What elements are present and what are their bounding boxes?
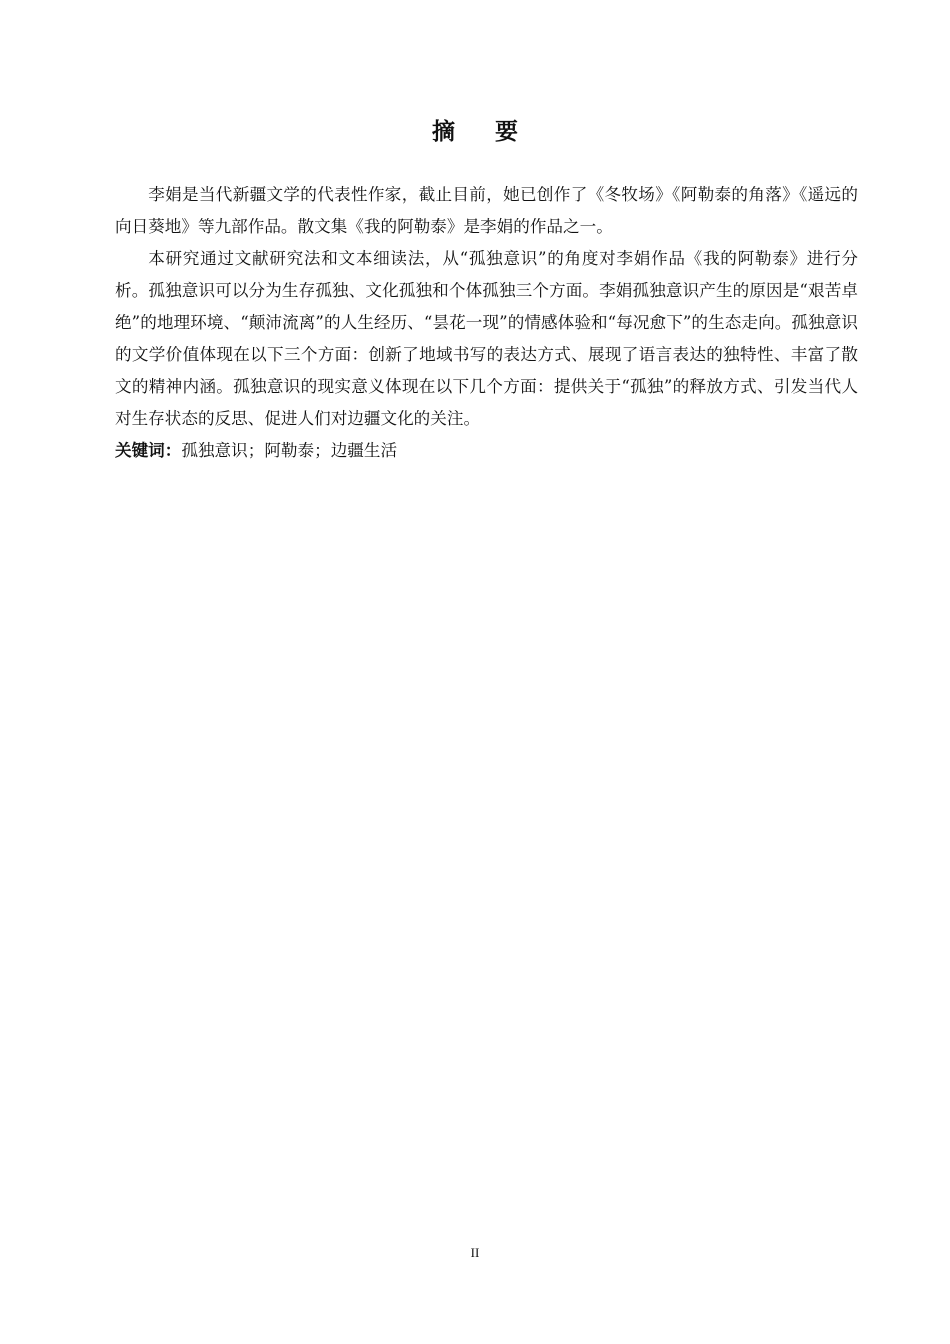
abstract-paragraph-1: 李娟是当代新疆文学的代表性作家，截止目前，她已创作了《冬牧场》《阿勒泰的角落》《遥远的向日葵地》等九部作品。散文集《我的阿勒泰》是李娟的作品之一。 xyxy=(115,185,858,236)
keywords-label: 关键词： xyxy=(115,441,182,460)
page-number: II xyxy=(470,1245,480,1260)
abstract-paragraph-2: 本研究通过文献研究法和文本细读法，从“孤独意识”的角度对李娟作品《我的阿勒泰》进行分析。孤独意识可以分为生存孤独、文化孤独和个体孤独三个方面。李娟孤独意识产生的原因是“艰苦卓绝”的地理环境、“颠沛流离”的人生经历、“昙花一现”的情感体验和“每况愈下”的生态走向。孤独意识的文学价值体现在以下三个方面：创新了地域书写的表达方式、展现了语言表达的独特性、丰富了散文的精神内涵。孤独意识的现实意义体现在以下几个方面：提供关于“孤独”的释放方式、引发当代人对生存状态的反思、促进人们对边疆文化的关注。 xyxy=(115,249,858,428)
keywords-text: 孤独意识；阿勒泰；边疆生活 xyxy=(181,441,398,460)
title-char-1: 摘 xyxy=(432,119,455,145)
keywords-line xyxy=(115,435,858,467)
title-char-2: 要 xyxy=(495,119,518,145)
page-title xyxy=(0,116,950,148)
abstract-body xyxy=(115,179,858,467)
